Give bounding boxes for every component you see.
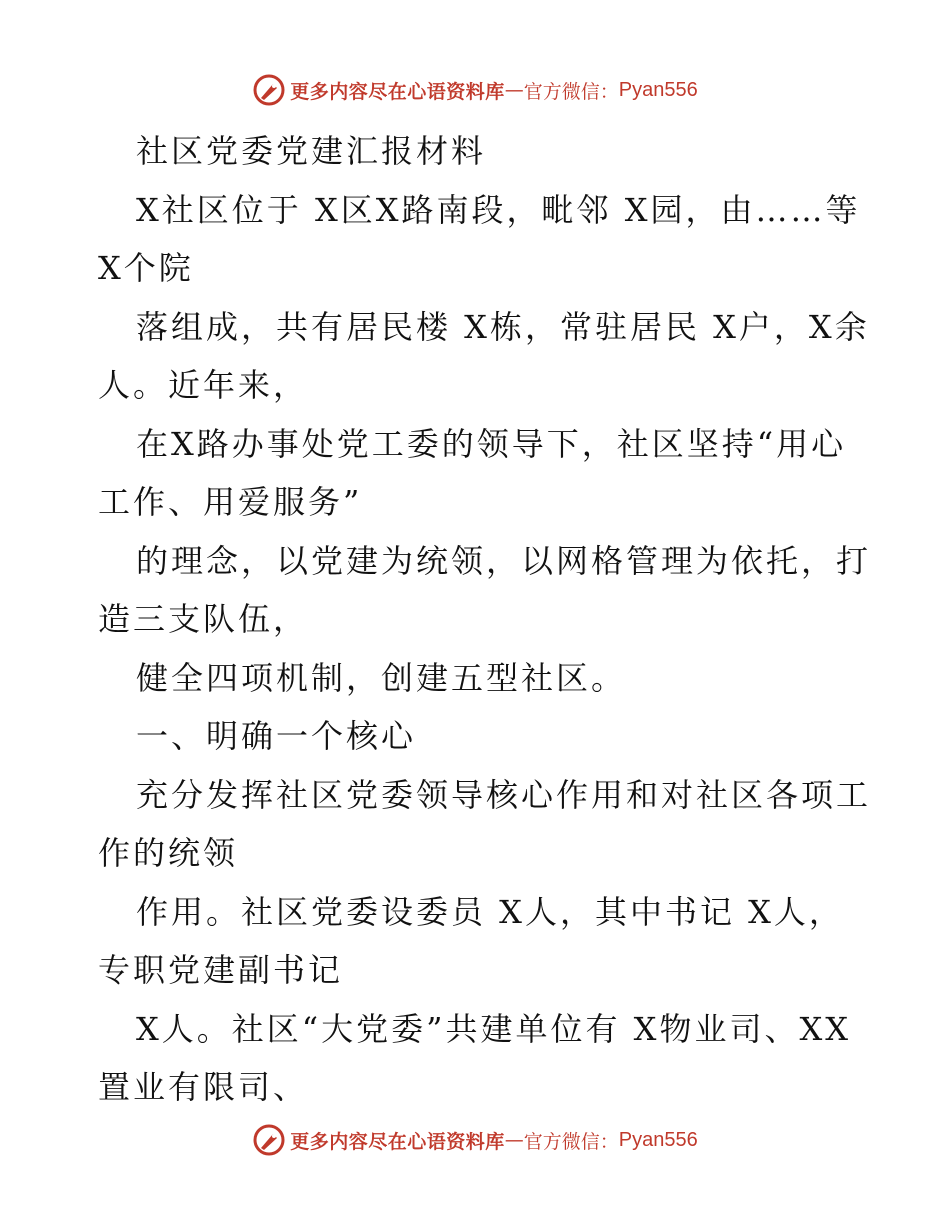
text-line: 专职党建副书记 [98, 951, 344, 989]
text-line: 的理念，以党建为统领，以网格管理为依托，打 [136, 541, 872, 580]
text-line: 作用。社区党委设委员 X人，其中书记 X人， [136, 892, 844, 931]
banner-separator: — [504, 79, 524, 101]
text-line: 人。近年来， [98, 366, 309, 404]
text-line: 在X路办事处党工委的领导下，社区坚持“用心 [136, 424, 847, 463]
banner-wechat-label: 官方微信： [523, 1130, 619, 1153]
text-line: 社区党委党建汇报材料 [136, 132, 487, 170]
text-line: 充分发挥社区党委领导核心作用和对社区各项工 [136, 775, 872, 814]
banner-wechat-label: 官方微信： [523, 80, 619, 103]
banner-main-text: 更多内容尽在心语资料库 [290, 80, 505, 103]
banner-main-text: 更多内容尽在心语资料库 [290, 1130, 505, 1153]
text-line: X个院 [98, 249, 194, 287]
text-line: X社区位于 X区X路南段，毗邻 X园，由……等 [136, 190, 861, 229]
text-line: 一、明确一个核心 [136, 717, 417, 755]
footer-banner [0, 1120, 950, 1160]
text-line: 置业有限司、 [98, 1068, 309, 1106]
text-line: 造三支队伍， [98, 600, 309, 638]
header-banner [0, 70, 950, 110]
banner-wechat-id: Pyan556 [618, 78, 698, 101]
text-line: 健全四项机制，创建五型社区。 [136, 658, 627, 697]
banner-wechat-id: Pyan556 [618, 1128, 698, 1151]
banner-separator: — [504, 1129, 524, 1151]
pen-nib-logo-icon [252, 1123, 286, 1157]
text-line: 落组成，共有居民楼 X栋，常驻居民 X户，X余 [136, 307, 870, 346]
text-line: 作的统领 [98, 834, 239, 872]
document-body [98, 122, 872, 1117]
text-line: X人。社区“大党委”共建单位有 X物业司、XX [136, 1009, 852, 1048]
text-line: 工作、用爱服务” [98, 483, 363, 521]
pen-nib-logo-icon [252, 73, 286, 107]
